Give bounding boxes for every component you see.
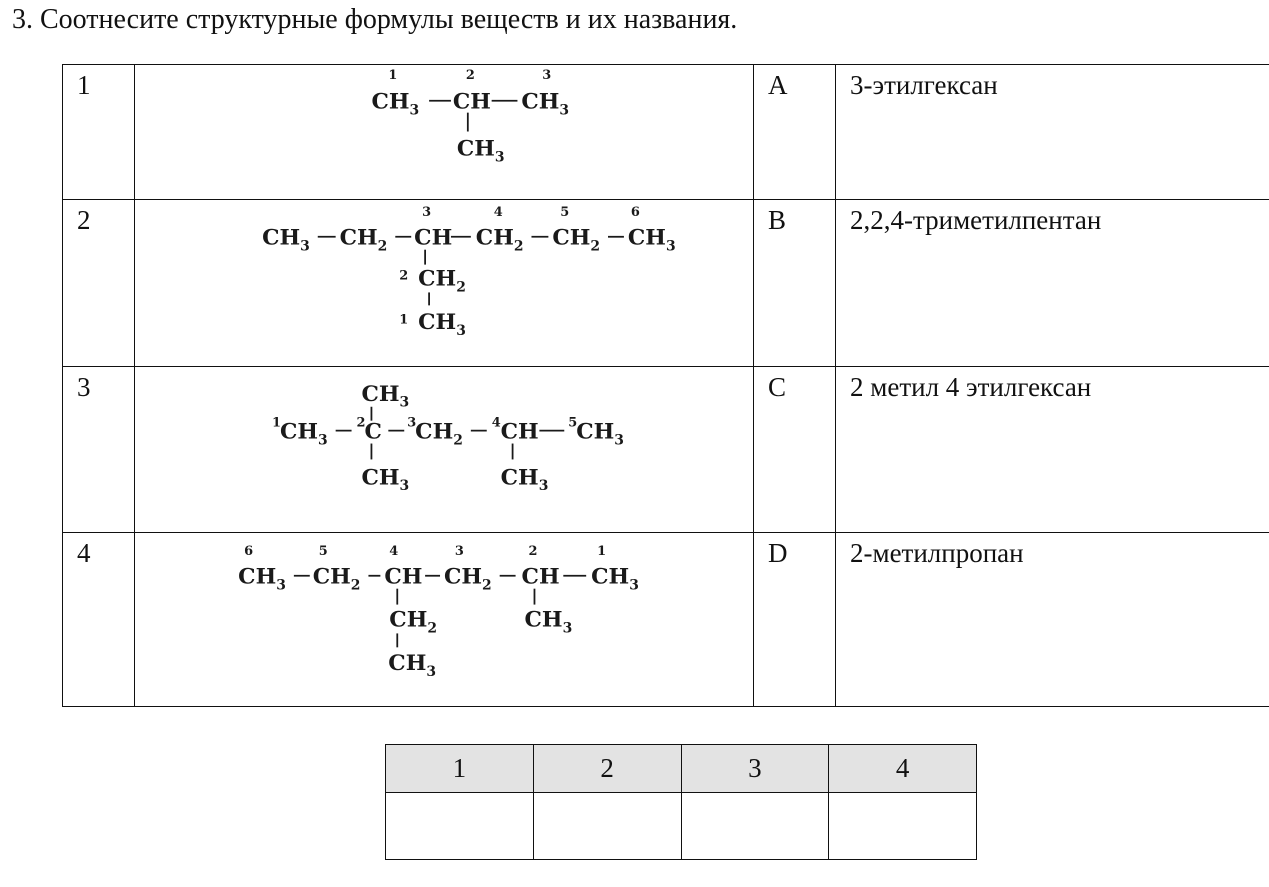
svg-text:CH2: $CH_2$ <box>415 418 463 449</box>
locant-label: 3 <box>542 67 552 83</box>
svg-text:CH3: $CH_3$ <box>279 418 328 449</box>
table-row <box>63 367 1269 533</box>
svg-text:2: 2 <box>528 543 538 559</box>
task-title: 3. Соотнесите структурные формулы веществ и их названия. <box>12 4 738 35</box>
compound-name: 3-этилгексан <box>836 65 1269 200</box>
table-row <box>63 65 1269 200</box>
answer-cell[interactable] <box>386 793 534 860</box>
answer-header-row <box>386 745 977 793</box>
formula-number: 4 <box>63 533 135 707</box>
svg-text:1: 1 <box>597 543 607 559</box>
locant-label: 2 <box>465 67 475 83</box>
svg-text:CH: CH <box>384 563 423 590</box>
structural-formula-1 <box>135 65 753 199</box>
svg-text:CH3: $CH_3$ <box>500 464 549 495</box>
svg-text:CH3: $CH_3$ <box>627 224 676 255</box>
structural-formula-cell <box>135 367 754 533</box>
structural-formula-2 <box>135 200 753 366</box>
svg-text:CH2: $CH_2$ <box>443 563 492 594</box>
answer-header-cell: 1 <box>386 745 534 793</box>
answer-header-cell: 3 <box>681 745 829 793</box>
svg-text:CH3: $CH_3$ <box>371 89 420 119</box>
matching-table <box>62 64 1269 707</box>
name-letter: B <box>754 200 836 367</box>
svg-text:CH3: $CH_3$ <box>521 89 570 119</box>
svg-text:4: 4 <box>389 543 399 559</box>
answer-header-cell: 2 <box>533 745 681 793</box>
svg-text:1: 1 <box>272 415 282 431</box>
answer-row <box>386 793 977 860</box>
svg-text:6: 6 <box>630 204 640 220</box>
table-row <box>63 200 1269 367</box>
answer-header-cell: 4 <box>829 745 977 793</box>
svg-text:CH3: $CH_3$ <box>262 224 310 255</box>
structural-formula-3 <box>135 367 753 532</box>
answer-cell[interactable] <box>829 793 977 860</box>
compound-name: 2-метилпропан <box>836 533 1269 707</box>
svg-text:CH3: $CH_3$ <box>361 464 410 495</box>
table-row <box>63 533 1269 707</box>
svg-text:CH2: $CH_2$ <box>552 224 601 255</box>
svg-text:CH2: $CH_2$ <box>339 224 388 255</box>
svg-text:4: 4 <box>491 415 501 431</box>
svg-text:CH: CH <box>500 418 539 445</box>
formula-number: 2 <box>63 200 135 367</box>
structural-formula-4 <box>135 533 753 706</box>
formula-number: 3 <box>63 367 135 533</box>
svg-text:6: 6 <box>244 543 254 559</box>
svg-text:CH3: $CH_3$ <box>361 380 410 411</box>
svg-text:CH2: $CH_2$ <box>389 606 438 637</box>
locant-label: 1 <box>388 67 398 83</box>
structural-formula-cell <box>135 200 754 367</box>
svg-text:1: 1 <box>399 312 409 328</box>
svg-text:CH3: $CH_3$ <box>388 650 437 681</box>
answer-cell[interactable] <box>533 793 681 860</box>
svg-text:CH: CH <box>521 563 560 590</box>
structural-formula-cell <box>135 533 754 707</box>
svg-text:2: 2 <box>399 268 409 284</box>
svg-text:5: 5 <box>318 543 328 559</box>
svg-text:5: 5 <box>568 415 578 431</box>
svg-text:CH3: $CH_3$ <box>456 136 505 166</box>
name-letter: D <box>754 533 836 707</box>
structural-formula-cell <box>135 65 754 200</box>
svg-text:3: 3 <box>407 415 417 431</box>
svg-text:CH: CH <box>452 89 491 115</box>
svg-text:CH3: $CH_3$ <box>591 563 639 594</box>
svg-text:3: 3 <box>454 543 464 559</box>
answer-cell[interactable] <box>681 793 829 860</box>
svg-text:C: C <box>364 418 382 445</box>
formula-number: 1 <box>63 65 135 200</box>
compound-name: 2,2,4-триметилпентан <box>836 200 1269 367</box>
svg-text:CH2: $CH_2$ <box>418 265 466 296</box>
svg-text:CH3: $CH_3$ <box>418 309 466 340</box>
svg-text:2: 2 <box>356 415 366 431</box>
svg-text:CH3: $CH_3$ <box>524 606 573 637</box>
name-letter: C <box>754 367 836 533</box>
svg-text:4: 4 <box>493 204 503 220</box>
svg-text:3: 3 <box>422 204 432 220</box>
answer-table <box>385 744 977 860</box>
svg-text:CH: CH <box>414 224 453 251</box>
compound-name: 2 метил 4 этилгексан <box>836 367 1269 533</box>
name-letter: A <box>754 65 836 200</box>
svg-text:CH3: $CH_3$ <box>238 563 286 594</box>
svg-text:CH2: $CH_2$ <box>475 224 524 255</box>
svg-text:5: 5 <box>560 204 570 220</box>
svg-text:CH3: $CH_3$ <box>576 418 624 449</box>
svg-text:CH2: $CH_2$ <box>312 563 361 594</box>
